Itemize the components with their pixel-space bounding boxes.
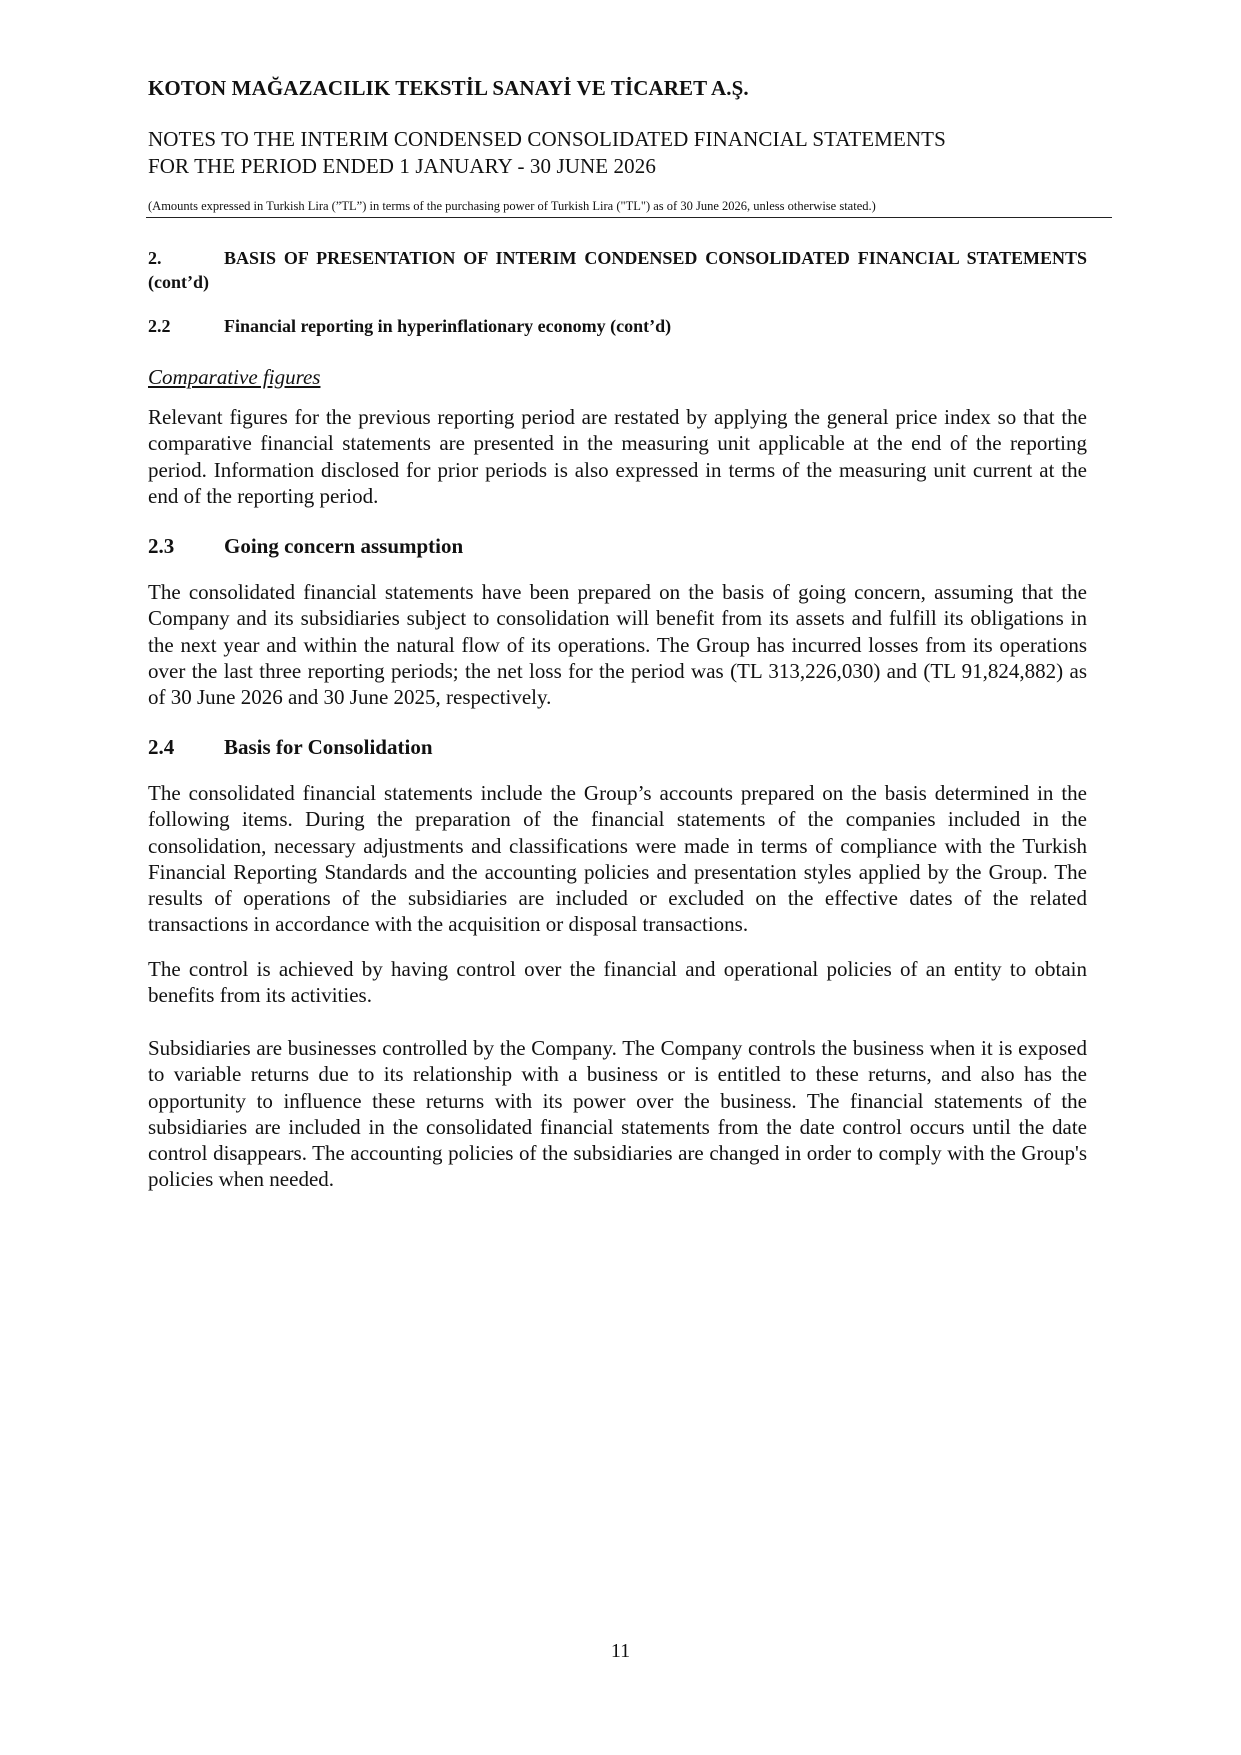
document-title-line-2: FOR THE PERIOD ENDED 1 JANUARY - 30 JUNE 2026 (148, 154, 656, 178)
section-2-number: 2. (148, 248, 162, 268)
section-2-heading (148, 246, 1087, 294)
subsection-2-4-title: Basis for Consolidation (224, 735, 433, 759)
subsection-2-4-number: 2.4 (148, 735, 175, 759)
subsection-2-4-heading (148, 735, 433, 760)
page-number: 11 (610, 1640, 631, 1662)
company-name: KOTON MAĞAZACILIK TEKSTİL SANAYİ VE TİCARET A.Ş. (148, 76, 749, 100)
consolidation-paragraph-3: Subsidiaries are businesses controlled by the Company. The Company controls the business when it is exposed to variable returns due to its relationship with a business or is entitled to these returns, and also has the opportunity to influence these returns with its power over the business. The financial statements of the subsidiaries are included in the consolidated financial statements from the date control occurs until the date control disappears. The accounting policies of the subsidiaries are changed in order to comply with the Group's policies when needed. (148, 1036, 1087, 1192)
subsection-2-3-heading (148, 534, 463, 559)
section-2-title: BASIS OF PRESENTATION OF INTERIM CONDENSED CONSOLIDATED FINANCIAL STATEMENTS (cont’d) (148, 248, 1087, 292)
going-concern-paragraph: The consolidated financial statements have been prepared on the basis of going concern, assuming that the Company and its subsidiaries subject to consolidation will benefit from its assets and fulfill its obligations in the next year and within the natural flow of its operations. The Group has incurred losses from its operations over the last three reporting periods; the net loss for the period was (TL 313,226,030) and (TL 91,824,882) as of 30 June 2026 and 30 June 2025, respectively. (148, 580, 1087, 710)
subsection-2-3-title: Going concern assumption (224, 534, 464, 558)
comparative-figures-heading: Comparative figures (148, 365, 321, 389)
header-divider (146, 217, 1112, 218)
subsection-2-3-number: 2.3 (148, 534, 175, 558)
comparative-figures-paragraph: Relevant figures for the previous reporting period are restated by applying the general price index so that the comparative financial statements are presented in the measuring unit applicable at the end of the reporting period. Information disclosed for prior periods is also expressed in terms of the measuring unit current at the end of the reporting period. (148, 405, 1087, 508)
subsection-2-2-number: 2.2 (148, 316, 171, 336)
consolidation-paragraph-2: The control is achieved by having control over the financial and operational policies of an entity to obtain benefits from its activities. (148, 957, 1087, 1008)
amounts-note: (Amounts expressed in Turkish Lira (”TL”) in terms of the purchasing power of Turkish Lira ("TL") as of 30 June 2026, unless otherwise stated.) (148, 199, 876, 213)
subsection-2-2-title: Financial reporting in hyperinflationary economy (cont’d) (224, 316, 672, 336)
consolidation-paragraph-1: The consolidated financial statements include the Group’s accounts prepared on the basis determined in the following items. During the preparation of the financial statements of the companies included in the consolidation, necessary adjustments and classifications were made in terms of compliance with the Turkish Financial Reporting Standards and the accounting policies and presentation styles applied by the Group. The results of operations of the subsidiaries are included or excluded on the effective dates of the related transactions in accordance with the acquisition or disposal transactions. (148, 781, 1087, 937)
subsection-2-2-heading (148, 316, 671, 337)
document-title-line-1: NOTES TO THE INTERIM CONDENSED CONSOLIDATED FINANCIAL STATEMENTS (148, 127, 946, 151)
